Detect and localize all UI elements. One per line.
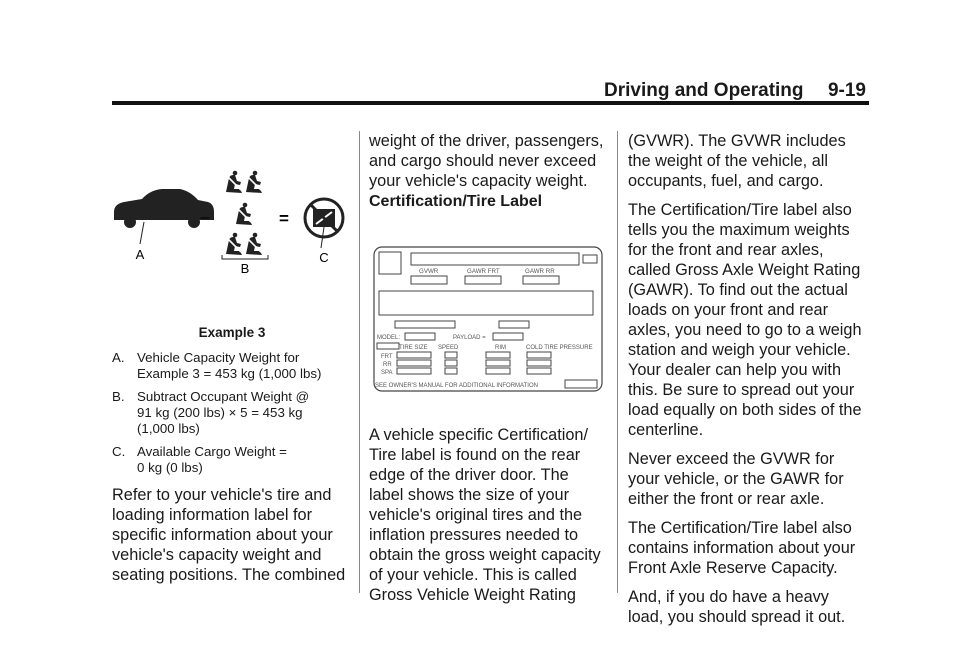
legend-item-c: C. Available Cargo Weight = 0 kg (0 lbs) bbox=[112, 444, 287, 475]
svg-text:COLD TIRE PRESSURE: COLD TIRE PRESSURE bbox=[526, 345, 593, 351]
capacity-figure bbox=[108, 160, 348, 276]
section-title: Driving and Operating bbox=[604, 80, 804, 101]
column-divider-1 bbox=[359, 131, 360, 593]
column-3-paragraph-5: And, if you do have a heavy load, you should spread it out. bbox=[628, 588, 846, 626]
svg-text:MODEL:: MODEL: bbox=[377, 335, 401, 341]
svg-text:FRT: FRT bbox=[381, 354, 393, 360]
seat-icons bbox=[226, 171, 262, 255]
car-icon bbox=[114, 189, 214, 244]
column-3-paragraph-2: The Certification/Tire label also tells you the maximum weights for the front and rear axles, called Gross Axle Weight Rating (GAWR). To find out the actual loads on your front and rear axles, you need to go to a weigh station and weigh your vehicle. Your dealer can help you with this. Be sure to spread out your load equally on both sides of the centerline. bbox=[628, 201, 862, 439]
tire-label-illustration bbox=[373, 246, 603, 392]
legend-item-a: A. Vehicle Capacity Weight for Example 3 = 453 kg (1,000 lbs) bbox=[112, 350, 322, 381]
svg-text:GVWR: GVWR bbox=[419, 268, 439, 275]
column-3-paragraph-4: The Certification/Tire label also contains information about your Front Axle Reserve Capacity. bbox=[628, 519, 856, 577]
svg-text:TIRE SIZE: TIRE SIZE bbox=[399, 345, 428, 351]
equals-sign: = bbox=[279, 209, 289, 228]
header-rule bbox=[112, 101, 869, 105]
column-3 bbox=[628, 131, 878, 627]
column-divider-2 bbox=[617, 131, 618, 593]
label-b: B bbox=[240, 261, 250, 276]
label-a: A bbox=[135, 247, 145, 262]
column-2-paragraph: A vehicle specific Certification/ Tire label is found on the rear edge of the driver door. The label shows the size of your vehicle's original tires and the inflation pressures needed to obtain the gross weight capacity of your vehicle. This is called Gross Vehicle Weight Rating bbox=[369, 426, 601, 604]
label-c: C bbox=[319, 250, 329, 265]
svg-text:SEE OWNER'S MANUAL FOR ADDITIO: SEE OWNER'S MANUAL FOR ADDITIONAL INFORMATION bbox=[375, 383, 538, 389]
column-1-paragraph: Refer to your vehicle's tire and loading information label for specific information about your vehicle's capacity weight and seating positions. The combined bbox=[112, 486, 346, 584]
svg-text:GAWR RR: GAWR RR bbox=[525, 268, 555, 275]
column-3-paragraph-3: Never exceed the GVWR for your vehicle, or the GAWR for either the front or rear axle. bbox=[628, 450, 844, 508]
section-heading: Certification/Tire Label bbox=[369, 193, 543, 210]
figure-legend bbox=[112, 350, 352, 483]
svg-text:SPEED: SPEED bbox=[438, 345, 459, 351]
svg-text:RIM: RIM bbox=[495, 345, 506, 351]
minus-sign: – bbox=[200, 209, 210, 226]
no-cargo-icon bbox=[305, 199, 343, 248]
svg-text:RR: RR bbox=[383, 362, 392, 368]
svg-text:SPA: SPA bbox=[381, 370, 393, 376]
page-number: 9-19 bbox=[827, 80, 866, 101]
svg-text:GAWR FRT: GAWR FRT bbox=[467, 268, 500, 275]
figure-caption: Example 3 bbox=[198, 325, 266, 340]
column-2-top-paragraph: weight of the driver, passengers, and cargo should never exceed your vehicle's capacity weight. bbox=[369, 132, 604, 190]
legend-item-b: B. Subtract Occupant Weight @ 91 kg (200 lbs) × 5 = 453 kg (1,000 lbs) bbox=[112, 389, 310, 436]
column-3-paragraph-1: (GVWR). The GVWR includes the weight of the vehicle, all occupants, fuel, and cargo. bbox=[628, 132, 846, 190]
svg-text:PAYLOAD =: PAYLOAD = bbox=[453, 335, 486, 341]
